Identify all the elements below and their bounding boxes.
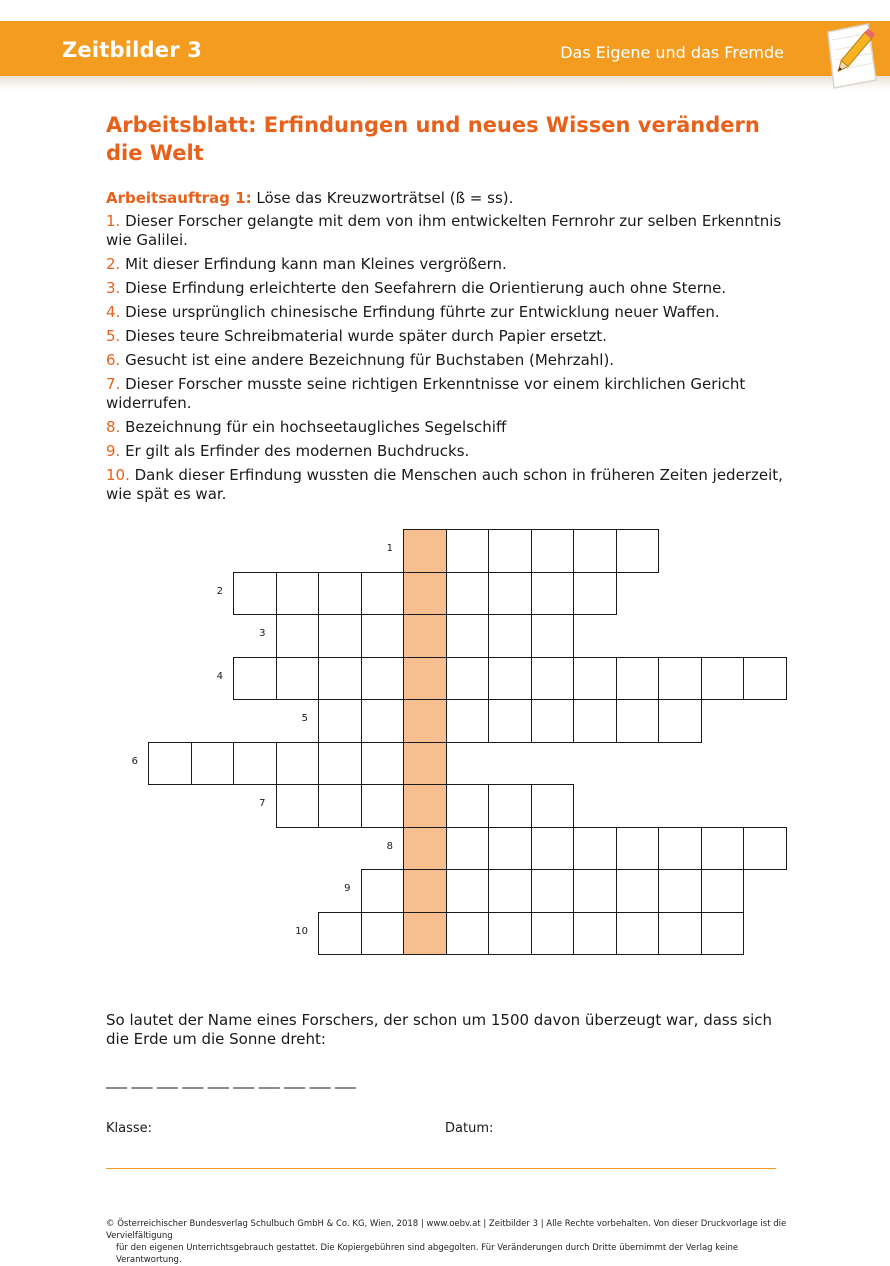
crossword-cell[interactable]: [488, 529, 532, 573]
crossword-cell[interactable]: [743, 657, 787, 701]
crossword-cell[interactable]: [488, 657, 532, 701]
clue-number: 7.: [106, 375, 121, 393]
crossword-cell[interactable]: [488, 572, 532, 616]
clue-text: Dieses teure Schreibmaterial wurde später durch Papier ersetzt.: [120, 327, 607, 345]
solution-cell[interactable]: [403, 742, 447, 786]
crossword-cell[interactable]: [701, 869, 745, 913]
solution-cell[interactable]: [403, 912, 447, 956]
crossword-cell[interactable]: [446, 912, 490, 956]
crossword-cell[interactable]: [148, 742, 192, 786]
crossword-cell[interactable]: [531, 529, 575, 573]
crossword-cell[interactable]: [276, 784, 320, 828]
crossword-cell[interactable]: [488, 614, 532, 658]
crossword-cell[interactable]: [318, 912, 362, 956]
row-number: 4: [216, 670, 223, 682]
clue-number: 1.: [106, 212, 121, 230]
crossword-cell[interactable]: [276, 572, 320, 616]
crossword-cell[interactable]: [573, 529, 617, 573]
crossword-cell[interactable]: [531, 869, 575, 913]
crossword-cell[interactable]: [573, 827, 617, 871]
crossword-cell[interactable]: [446, 614, 490, 658]
crossword-cell[interactable]: [361, 657, 405, 701]
crossword-cell[interactable]: [318, 742, 362, 786]
crossword-cell[interactable]: [276, 742, 320, 786]
crossword-cell[interactable]: [446, 699, 490, 743]
crossword-cell[interactable]: [488, 699, 532, 743]
crossword-cell[interactable]: [361, 699, 405, 743]
clue-number: 4.: [106, 303, 121, 321]
clue-number: 10.: [106, 466, 130, 484]
row-number: 1: [386, 543, 393, 554]
footer-line-1: © Österreichischer Bundesverlag Schulbuch GmbH & Co. KG, Wien, 2018 | www.oebv.at | Zeitbilder 3 | Alle Rechte vorbehalten. Von dieser Druckvorlage ist die Vervielfältigung: [106, 1219, 787, 1241]
crossword-cell[interactable]: [361, 572, 405, 616]
crossword-cell[interactable]: [658, 827, 702, 871]
crossword-cell[interactable]: [573, 699, 617, 743]
crossword-cell[interactable]: [446, 572, 490, 616]
row-number: 3: [259, 628, 266, 639]
crossword-cell[interactable]: [531, 614, 575, 658]
crossword-cell[interactable]: [701, 827, 745, 871]
crossword-cell[interactable]: [658, 912, 702, 956]
solution-cell[interactable]: [403, 827, 447, 871]
crossword-cell[interactable]: [531, 572, 575, 616]
crossword-cell[interactable]: [616, 657, 660, 701]
row-number: 8: [386, 840, 393, 852]
crossword-cell[interactable]: [701, 657, 745, 701]
clue-number: 3.: [106, 279, 121, 297]
crossword-cell[interactable]: [318, 657, 362, 701]
clue-number: 9.: [106, 442, 121, 460]
row-number: 7: [259, 798, 266, 809]
crossword-cell[interactable]: [318, 572, 362, 616]
solution-prompt: So lautet der Name eines Forschers, der schon um 1500 davon überzeugt war, dass sich die Erde um die Sonne dreht:: [106, 1011, 773, 1048]
crossword-cell[interactable]: [658, 699, 702, 743]
footer-line-2: für den eigenen Unterrichtsgebrauch gestattet. Die Kopiergebühren sind abgegolten. Für Veränderungen durch Dritte übernimmt der Verlag keine Verantwortung.: [116, 1243, 739, 1265]
datum-label: Datum:: [445, 1121, 494, 1136]
crossword-cell[interactable]: [361, 869, 405, 913]
solution-cell[interactable]: [403, 869, 447, 913]
crossword-cell[interactable]: [318, 784, 362, 828]
row-number: 10: [295, 925, 308, 937]
brand-title: Zeitbilder 3: [62, 38, 203, 62]
crossword-cell[interactable]: [488, 912, 532, 956]
clue-number: 5.: [106, 327, 121, 345]
crossword-cell[interactable]: [616, 869, 660, 913]
row-number: 9: [344, 883, 351, 894]
crossword-cell[interactable]: [616, 827, 660, 871]
crossword-cell[interactable]: [488, 784, 532, 828]
clue-text: Dieser Forscher gelangte mit dem von ihm entwickelten Fernrohr zur selben Erkenntnis wie Galilei.: [106, 212, 782, 249]
clue-number: 2.: [106, 255, 121, 273]
crossword-cell[interactable]: [531, 784, 575, 828]
crossword-cell[interactable]: [573, 912, 617, 956]
chapter-title: Das Eigene und das Fremde: [560, 43, 784, 62]
clue-text: Bezeichnung für ein hochseetaugliches Segelschiff: [120, 418, 507, 436]
crossword-cell[interactable]: [658, 869, 702, 913]
clue-number: 6.: [106, 351, 121, 369]
clue-text: Dank dieser Erfindung wussten die Menschen auch schon in früheren Zeiten jederzeit, wie spät es war.: [106, 466, 783, 503]
row-number: 2: [216, 585, 223, 597]
crossword-cell[interactable]: [318, 699, 362, 743]
crossword-cell[interactable]: [361, 742, 405, 786]
solution-cell[interactable]: [403, 572, 447, 616]
row-number: 5: [301, 713, 308, 724]
crossword-cell[interactable]: [276, 614, 320, 658]
crossword-cell[interactable]: [658, 657, 702, 701]
klasse-label: Klasse:: [106, 1121, 153, 1136]
clue-text: Gesucht ist eine andere Bezeichnung für Buchstaben (Mehrzahl).: [120, 351, 615, 369]
crossword-cell[interactable]: [233, 742, 277, 786]
crossword-cell[interactable]: [531, 699, 575, 743]
crossword-cell[interactable]: [616, 529, 660, 573]
crossword-cell[interactable]: [531, 827, 575, 871]
row-number: 6: [131, 755, 138, 767]
solution-cell[interactable]: [403, 699, 447, 743]
crossword-cell[interactable]: [531, 657, 575, 701]
crossword-cell[interactable]: [446, 657, 490, 701]
crossword-cell[interactable]: [743, 827, 787, 871]
answer-blanks[interactable]: ___ ___ ___ ___ ___ ___ ___ ___ ___ ___: [106, 1073, 357, 1089]
crossword-cell[interactable]: [276, 657, 320, 701]
clue-text: Diese ursprünglich chinesische Erfindung führte zur Entwicklung neuer Waffen.: [120, 303, 720, 321]
task-label: Arbeitsauftrag 1:: [106, 189, 252, 207]
crossword-cell[interactable]: [191, 742, 235, 786]
crossword-cell[interactable]: [531, 912, 575, 956]
crossword-cell[interactable]: [446, 529, 490, 573]
footer-divider: [106, 1168, 776, 1169]
crossword-cell[interactable]: [446, 827, 490, 871]
crossword-cell[interactable]: [446, 869, 490, 913]
crossword-cell[interactable]: [233, 572, 277, 616]
solution-cell[interactable]: [403, 784, 447, 828]
solution-cell[interactable]: [403, 657, 447, 701]
crossword-cell[interactable]: [318, 614, 362, 658]
clue-text: Diese Erfindung erleichterte den Seefahrern die Orientierung auch ohne Sterne.: [120, 279, 727, 297]
clue-number: 8.: [106, 418, 121, 436]
crossword-cell[interactable]: [573, 869, 617, 913]
worksheet-title: Arbeitsblatt: Erfindungen und neues Wissen verändern die Welt: [106, 113, 760, 165]
clue-text: Er gilt als Erfinder des modernen Buchdrucks.: [120, 442, 470, 460]
crossword-cell[interactable]: [361, 784, 405, 828]
crossword-cell[interactable]: [361, 614, 405, 658]
crossword-cell[interactable]: [233, 657, 277, 701]
crossword-cell[interactable]: [616, 699, 660, 743]
crossword-cell[interactable]: [488, 827, 532, 871]
solution-cell[interactable]: [403, 614, 447, 658]
crossword-cell[interactable]: [361, 912, 405, 956]
clue-text: Dieser Forscher musste seine richtigen Erkenntnisse vor einem kirchlichen Gericht widerrufen.: [106, 375, 746, 412]
crossword-cell[interactable]: [616, 912, 660, 956]
crossword-cell[interactable]: [488, 869, 532, 913]
crossword-cell[interactable]: [573, 657, 617, 701]
crossword-cell[interactable]: [446, 784, 490, 828]
crossword-cell[interactable]: [573, 572, 617, 616]
crossword-cell[interactable]: [701, 912, 745, 956]
solution-cell[interactable]: [403, 529, 447, 573]
task-text: Löse das Kreuzworträtsel (ß = ss).: [251, 189, 514, 207]
clue-text: Mit dieser Erfindung kann man Kleines vergrößern.: [120, 255, 507, 273]
